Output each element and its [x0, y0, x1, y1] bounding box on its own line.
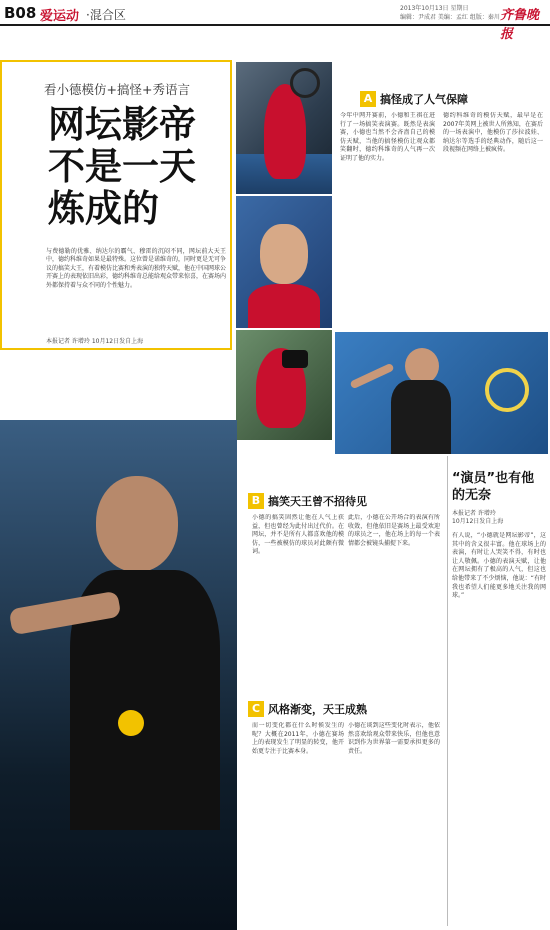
- section-c-badge: C: [248, 701, 264, 717]
- date-editor-meta: [400, 4, 500, 22]
- section-c-col2: 小德在谈到这些变化时表示，他依然喜欢给观众带来快乐，但他也意识到作为世界第一需要承担更多的责任。: [348, 722, 440, 755]
- section-a-title: 搞怪成了人气保障: [380, 93, 468, 106]
- photo-serve: [236, 62, 332, 194]
- brand-logo: 齐鲁晚报: [500, 8, 540, 42]
- section-a-badge: A: [360, 91, 376, 107]
- page-number: B08: [4, 4, 37, 22]
- section-a-header: [360, 88, 540, 107]
- date-line: 2013年10月13日 星期日: [400, 5, 469, 12]
- subsection-name: ·混合区: [86, 8, 126, 22]
- section-a-col2: 德约科维奇的模仿天赋，最早是在2007年美网上被世人所熟知，在赛后的一场表演中，他模仿了莎拉波娃、纳达尔等选手的经典动作，随后这一段视频在网络上被疯传。: [443, 112, 543, 154]
- sidebar-title: “演员”也有他的无奈: [452, 471, 535, 503]
- photo-celebration: [335, 332, 548, 454]
- cover-byline: 本报记者 许增玲 10月12日发自上海: [46, 338, 144, 345]
- section-c-title: 风格渐变，天王成熟: [268, 703, 367, 716]
- section-c-col1: 而一切变化都在什么时候发生的呢？大概在2011年，小德在赛场上的表现发生了明显的转变，他开始更专注于比赛本身。: [252, 722, 344, 755]
- section-b-title: 搞笑天王曾不招待见: [268, 495, 367, 508]
- section-b-col1: 小德的搞笑固然让他在人气上获益，但也曾经为此付出过代价。在网坛，并不是所有人都喜欢他的模仿，一些被模仿的球员对此颇有微词。: [252, 514, 344, 556]
- cover-kicker: 看小德模仿+搞怪+秀语言: [44, 82, 190, 97]
- section-a-col1: 今年中网开赛前，小德和王祺在进行了一场搞笑表演赛。既然是表演赛，小德也当然不会吝啬自己的模仿天赋，当他的搞怪模仿让观众都笑翻时，德约科维奇的人气再一次证明了他的实力。: [340, 112, 435, 162]
- photo-shout: [0, 420, 237, 930]
- sidebar-byline: 本报记者 许增玲 10月12日发自上海: [452, 510, 504, 525]
- editors-line: 编辑：尹成君 美编：孟红 组版：秦川: [400, 14, 500, 21]
- photo-portrait: [236, 196, 332, 328]
- cover-lead: 与费德勒的优雅、纳达尔的霸气、穆雷的沉闷不同，网坛前大天王中，德约科维奇如果是最特殊。这位曾是诺维奇的，同时更是无可争议的搞笑大王，有着模仿比赛和秀表演的独特天赋，他在中国网球公开赛上的表现依旧出彩，德约科维奇总能给观众带来惊喜，在赛场内外都保持着与众不同的个性魅力。: [46, 248, 227, 289]
- section-b-badge: B: [248, 493, 264, 509]
- sidebar-body: 有人说，“小德就是网坛影帝”，这其中的含义很丰富。他在球场上的表演，有时让人哭笑不得，有时也让人敬佩。小德的表演天赋，让他在网坛拥有了极高的人气，但这也给他带来了不少烦恼，他说：“有时我也希望人们能更多地关注我的网球。”: [452, 532, 546, 600]
- sidebar-divider: [447, 456, 448, 926]
- section-b-col2: 此后，小德在公开场合的表演有所收敛，但他依旧是赛场上最受欢迎的球员之一，他在场上的每一个表情都会被镜头捕捉下来。: [348, 514, 440, 547]
- photo-camera: [236, 330, 332, 440]
- section-name: 爱运动: [40, 9, 80, 24]
- cover-headline: 网坛影帝不是一天炼成的: [48, 102, 196, 230]
